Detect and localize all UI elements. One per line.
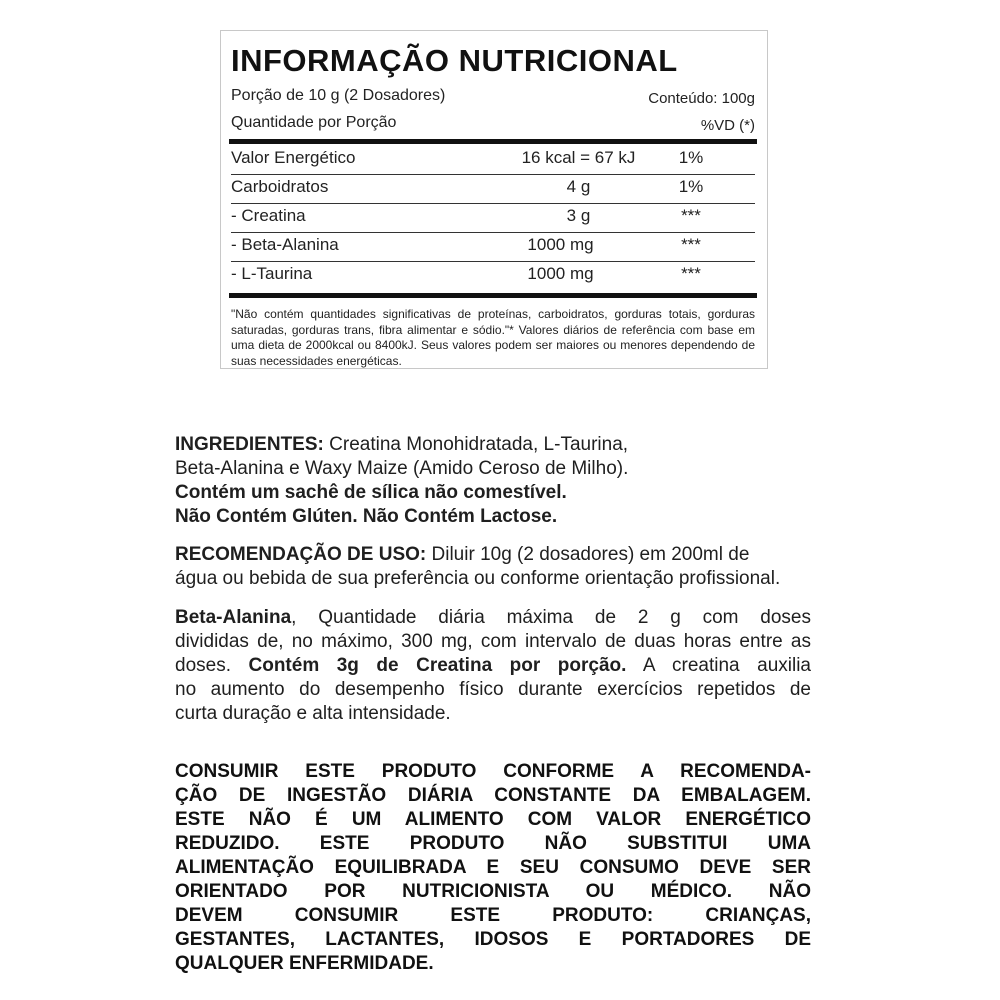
beta-line-2: divididas de, no máximo, 300 mg, com intervalo de duas horas entre as	[175, 631, 811, 652]
ingredients-line-1: Creatina Monohidratada, L-Taurina,	[329, 434, 629, 455]
warning-line: QUALQUER ENFERMIDADE.	[175, 953, 434, 974]
usage-line-1: Diluir 10g (2 dosadores) em 200ml de	[431, 544, 750, 565]
nutrition-row	[231, 233, 755, 262]
portion-line	[231, 87, 755, 105]
consumption-warning	[175, 760, 811, 976]
beta-line-3a: doses.	[175, 655, 231, 676]
beta-line-4: no aumento do desempenho físico durante exercícios repetidos de	[175, 679, 811, 700]
ingredients-label: INGREDIENTES:	[175, 434, 324, 455]
nutrient-name: Carboidratos	[231, 177, 329, 196]
warning-line: DEVEM CONSUMIR ESTE PRODUTO: CRIANÇAS,	[175, 905, 811, 926]
creatine-per-portion: Contém 3g de Creatina por porção.	[248, 655, 627, 676]
nutrient-amount: 16 kcal = 67 kJ	[521, 148, 636, 167]
usage-section	[175, 543, 811, 591]
quantity-header: Quantidade por Porção	[231, 114, 397, 131]
warning-line: ÇÃO DE INGESTÃO DIÁRIA CONSTANTE DA EMBALAGEM.	[175, 785, 811, 806]
vd-header: %VD (*)	[700, 117, 755, 134]
ingredients-section	[175, 433, 811, 529]
beta-line-1: , Quantidade diária máxima de 2 g com doses	[291, 607, 811, 628]
nutrition-row	[231, 262, 755, 290]
nutrient-vd: ***	[681, 264, 701, 283]
silica-warning: Contém um sachê de sílica não comestível.	[175, 482, 567, 503]
nutrition-title: INFORMAÇÃO NUTRICIONAL	[231, 43, 678, 78]
nutrient-name: - L-Taurina	[231, 264, 313, 283]
nutrition-row	[231, 175, 755, 204]
nutrient-vd: ***	[681, 235, 701, 254]
beta-alanine-label: Beta-Alanina	[175, 607, 292, 628]
nutrient-amount: 1000 mg	[527, 264, 594, 283]
warning-line: GESTANTES, LACTANTES, IDOSOS E PORTADORES DE	[175, 929, 811, 950]
nutrient-amount: 4 g	[566, 177, 591, 196]
nutrition-facts-panel	[220, 30, 768, 369]
usage-label: RECOMENDAÇÃO DE USO:	[175, 544, 427, 565]
nutrition-footnote: "Não contém quantidades significativas de proteínas, carboidratos, gorduras totais, gorduras saturadas, gorduras trans, fibra alimentar e sódio."* Valores diários de referência com base em uma dieta de 2000kcal ou 8400kJ. Seus valores podem ser maiores ou menores dependendo de suas necessidades energéticas.	[231, 307, 755, 368]
warning-line: ALIMENTAÇÃO EQUILIBRADA E SEU CONSUMO DEVE SER	[175, 857, 811, 878]
thick-rule-top	[229, 139, 757, 144]
beta-line-3c: A creatina auxilia	[642, 655, 811, 676]
nutrient-vd: ***	[681, 206, 701, 225]
nutrient-vd: 1%	[678, 177, 704, 196]
ingredients-line-2: Beta-Alanina e Waxy Maize (Amido Ceroso de Milho).	[175, 458, 629, 479]
nutrient-amount: 3 g	[566, 206, 591, 225]
gluten-lactose-note: Não Contém Glúten. Não Contém Lactose.	[175, 506, 558, 527]
usage-line-2: água ou bebida de sua preferência ou conforme orientação profissional.	[175, 568, 781, 589]
warning-line: ESTE NÃO É UM ALIMENTO COM VALOR ENERGÉTICO	[175, 809, 811, 830]
nutrient-name: Valor Energético	[231, 148, 356, 167]
nutrition-row	[231, 204, 755, 233]
portion-size: Porção de 10 g (2 Dosadores)	[231, 87, 446, 104]
thick-rule-bottom	[229, 293, 757, 298]
warning-line: REDUZIDO. ESTE PRODUTO NÃO SUBSTITUI UMA	[175, 833, 811, 854]
nutrient-name: - Creatina	[231, 206, 306, 225]
nutrient-amount: 1000 mg	[527, 235, 594, 254]
warning-line: ORIENTADO POR NUTRICIONISTA OU MÉDICO. NÃO	[175, 881, 811, 902]
nutrition-row	[231, 146, 755, 175]
nutrient-name: - Beta-Alanina	[231, 235, 339, 254]
beta-alanine-section	[175, 606, 811, 726]
net-content: Conteúdo: 100g	[648, 90, 755, 107]
beta-line-5: curta duração e alta intensidade.	[175, 703, 451, 724]
warning-line: CONSUMIR ESTE PRODUTO CONFORME A RECOMENDA-	[175, 761, 811, 782]
quantity-header-line	[231, 114, 755, 132]
nutrient-vd: 1%	[678, 148, 704, 167]
